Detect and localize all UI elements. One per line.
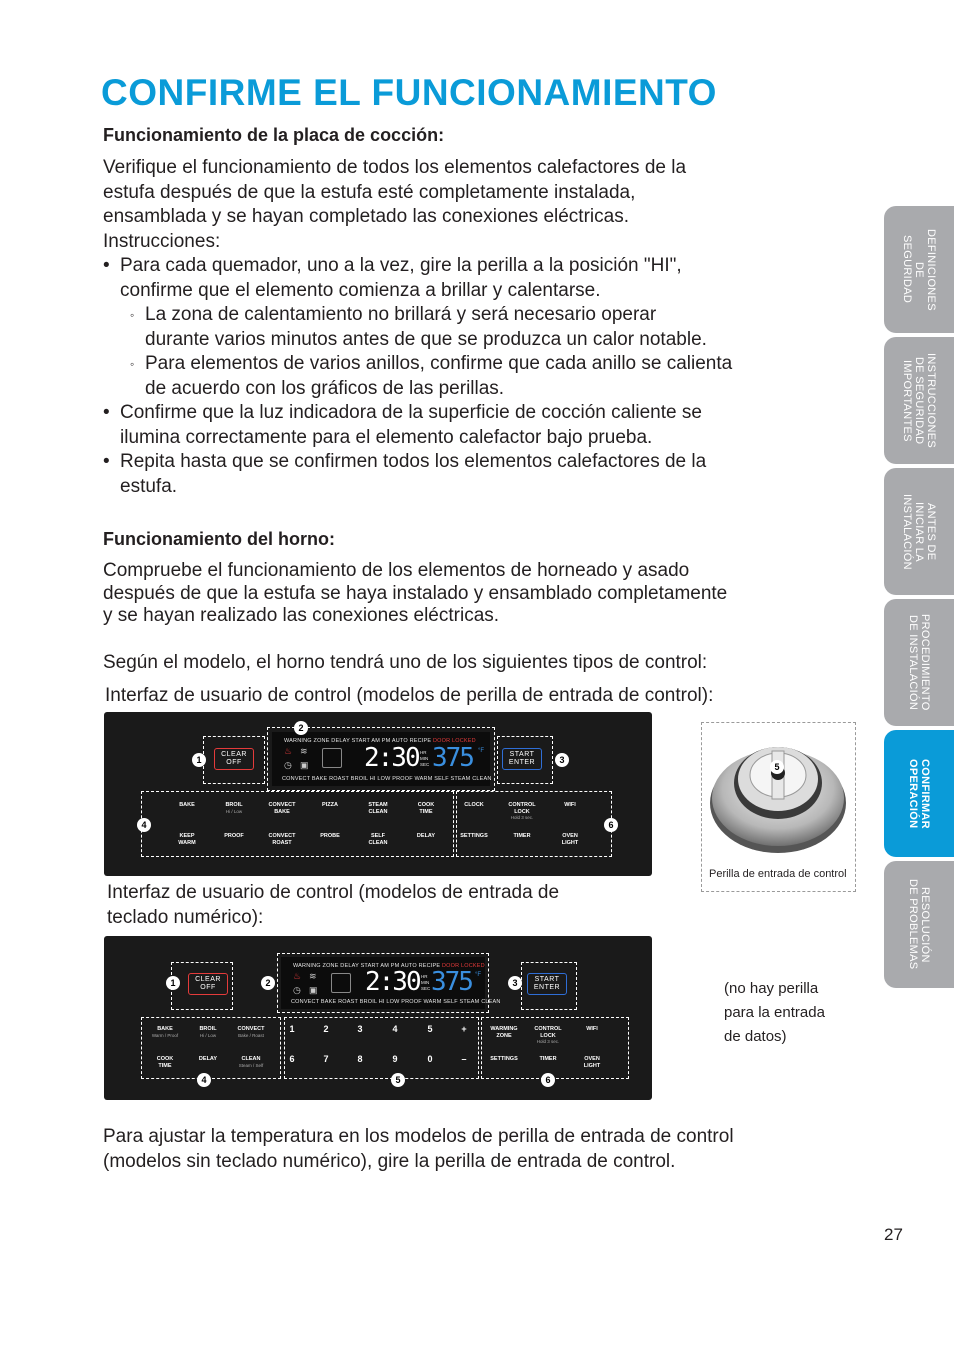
bullet-item (103, 401, 732, 450)
control-panel-knob-model (104, 712, 652, 876)
start-enter-label: START ENTER (508, 751, 536, 766)
keypad-key[interactable] (269, 833, 296, 846)
key-label: TIMER (513, 833, 531, 839)
bullet-line: ilumina correctamente para el elemento calefactor bajo prueba. (120, 426, 653, 448)
clear-off-button[interactable] (188, 973, 228, 995)
time-units: HR MIN SEC (420, 750, 430, 767)
key-label: PIZZA (322, 802, 338, 808)
keypad-key[interactable] (418, 802, 435, 815)
tab-procedimiento[interactable] (884, 599, 954, 726)
keypad-number[interactable]: 4 (392, 1024, 398, 1034)
keypad-key[interactable] (178, 833, 195, 846)
knob-box (701, 722, 856, 892)
keypad-key[interactable] (269, 802, 296, 815)
callout-number: 1 (166, 976, 180, 990)
keypad-key[interactable] (199, 1026, 216, 1039)
key-label: KEEP WARM (178, 833, 196, 846)
keypad-number[interactable]: 0 (427, 1054, 433, 1064)
tab-label: DEFINICIONES DE SEGURIDAD (901, 228, 937, 311)
keypad-key[interactable] (320, 833, 340, 840)
key-label: CLEAN (241, 1056, 261, 1062)
keypad-number[interactable]: + (461, 1024, 467, 1034)
keypad-number[interactable]: – (461, 1054, 467, 1064)
cooktop-heading: Funcionamiento de la placa de cocción: (103, 125, 445, 145)
display-indicators: WARNING ZONE DELAY START AM PM AUTO RECIPE (284, 738, 433, 744)
display-indicators: WARNING ZONE DELAY START AM PM AUTO RECIPE (293, 963, 442, 969)
callout-number: 6 (604, 818, 618, 832)
final-line: (modelos sin teclado numérico), gire la perilla de entrada de control. (103, 1150, 676, 1172)
lock-icon: ▣ (309, 985, 318, 995)
key-label: CONVECT BAKE (268, 802, 296, 815)
key-label: OVEN LIGHT (561, 833, 579, 846)
no-knob-note (724, 977, 825, 1049)
sub-mark: ◦ (130, 357, 135, 371)
timer-icon: ◷ (293, 985, 301, 995)
key-label: SETTINGS (460, 833, 488, 839)
bullet-line: estufa. (120, 475, 178, 497)
keypad-number[interactable]: 1 (289, 1024, 295, 1034)
callout-number: 3 (555, 753, 569, 767)
callout-number: 2 (294, 721, 308, 735)
no-knob-line: para la entrada (724, 1004, 825, 1021)
clear-off-button[interactable] (214, 748, 254, 770)
callout-number: 2 (261, 976, 275, 990)
start-enter-button[interactable] (502, 748, 542, 770)
knob-callout: 5 (770, 760, 784, 774)
oven-heading: Funcionamiento del horno: (103, 529, 335, 549)
key-label: CONTROL LOCK (534, 1026, 562, 1039)
keypad-key[interactable] (179, 802, 195, 809)
sub-line: durante varios minutos antes de que se produzca un calor notable. (145, 328, 707, 350)
no-knob-line: de datos) (724, 1028, 787, 1045)
key-label: STEAM CLEAN (368, 802, 388, 815)
display-mode-row: CONVECT BAKE ROAST BROIL HI LOW PROOF WARM SELF STEAM CLEAN (282, 776, 492, 782)
keypad-key[interactable] (564, 802, 576, 809)
tab-label: RESOLUCIÓN DE PROBLEMAS (907, 879, 931, 970)
keypad-key[interactable] (152, 1026, 178, 1039)
keypad-key[interactable] (225, 802, 242, 815)
sub-line: La zona de calentamiento no brillará y será necesario operar (145, 304, 657, 325)
callout-box-5 (284, 1017, 479, 1079)
page-title: CONFIRME EL FUNCIONAMIENTO (101, 72, 717, 113)
sub-line: Para elementos de varios anillos, confirme que cada anillo se calienta (145, 353, 733, 374)
key-label: BAKE (179, 802, 195, 808)
tab-confirmar-operacion[interactable] (884, 730, 954, 857)
key-label: DELAY (198, 1056, 218, 1062)
ui2-label-line: Interfaz de usuario de control (modelos de entrada de (107, 882, 560, 903)
key-sublabel: Hold 3 sec. (536, 1039, 560, 1044)
key-label: SELF CLEAN (368, 833, 388, 846)
sub-item (120, 352, 732, 401)
oven-line: Compruebe el funcionamiento de los elementos de horneado y asado (103, 560, 690, 581)
bullet-line: Confirme que la luz indicadora de la superficie de cocción caliente se (120, 402, 702, 423)
intro-line: ensamblada y se hayan completado las conexiones eléctricas. (103, 206, 629, 227)
hot-surface-icon: ♨ (284, 746, 293, 756)
tab-label: PROCEDIMIENTO DE INSTALACIÓN (907, 614, 931, 711)
keypad-key[interactable] (157, 1056, 174, 1069)
timer-icon: ◷ (284, 760, 292, 770)
tab-resolucion[interactable] (884, 861, 954, 988)
start-enter-label: START ENTER (533, 976, 561, 991)
keypad-key[interactable] (322, 802, 338, 809)
control-knob-icon (702, 723, 854, 863)
callout-number: 3 (508, 976, 522, 990)
start-enter-button[interactable] (527, 973, 567, 995)
sub-item (120, 303, 732, 352)
ui2-label-line: teclado numérico): (107, 906, 264, 928)
keypad-key[interactable] (584, 1056, 601, 1069)
keypad-key[interactable] (464, 802, 484, 809)
oven-text (103, 560, 727, 628)
callout-number: 6 (541, 1073, 555, 1087)
keypad-number[interactable]: 5 (427, 1024, 433, 1034)
keypad-key[interactable] (534, 1026, 561, 1046)
key-label: COOK TIME (156, 1056, 174, 1069)
callout-number: 4 (137, 818, 151, 832)
key-sublabel: Warm / Proof (151, 1032, 179, 1038)
page-number: 27 (884, 1225, 903, 1244)
door-locked-indicator: DOOR LOCKED (432, 738, 476, 744)
temperature-unit: °F (478, 748, 485, 754)
temperature-readout: 375 (432, 743, 473, 773)
key-label: WIFI (586, 1026, 598, 1032)
sub-mark: ◦ (130, 308, 135, 322)
keypad-key[interactable] (490, 1026, 517, 1039)
keypad-key[interactable] (368, 802, 387, 815)
oven-line: después de que la estufa se haya instalado y ensamblado completamente (103, 582, 728, 604)
final-line: Para ajustar la temperatura en los modelos de perilla de entrada de control (103, 1126, 734, 1147)
callout-number: 5 (391, 1073, 405, 1087)
bullet-item (103, 450, 732, 499)
keypad-number[interactable]: 9 (392, 1054, 398, 1064)
tab-instrucciones[interactable] (884, 337, 954, 464)
clear-off-label: CLEAR OFF (195, 976, 221, 991)
key-label: OVEN LIGHT (583, 1056, 601, 1069)
clear-off-label: CLEAR OFF (221, 751, 247, 766)
fan-icon (331, 973, 351, 993)
control-panel-keypad-model (104, 936, 652, 1100)
intro-line: estufa después de que la estufa esté completamente instalada, (103, 181, 636, 203)
key-label: SETTINGS (490, 1056, 518, 1062)
tab-label: ANTES DE INICIAR LA INSTALACIÓN (901, 493, 937, 570)
key-label: CLOCK (464, 802, 484, 808)
keypad-key[interactable] (562, 833, 579, 846)
keypad-number[interactable]: 3 (357, 1024, 363, 1034)
callout-box-6 (456, 791, 612, 857)
keypad-key[interactable] (539, 1056, 556, 1063)
cooktop-text (103, 156, 732, 499)
bullet-item (103, 254, 732, 303)
tab-label: CONFIRMAR OPERACIÓN (907, 758, 931, 829)
sub-line: de acuerdo con los gráficos de las perillas. (145, 377, 505, 399)
key-sublabel: Bake / Roast (238, 1032, 264, 1038)
keypad-number[interactable]: 6 (289, 1054, 295, 1064)
key-label: PROBE (320, 833, 340, 839)
bullet-mark: • (103, 451, 110, 472)
key-label: WIFI (564, 802, 576, 808)
wifi-icon: ≋ (300, 746, 308, 756)
temperature-unit: °F (475, 972, 482, 978)
keypad-key[interactable] (417, 833, 435, 840)
bullet-line: confirme que el elemento comienza a brillar y calentarse. (120, 279, 601, 301)
callout-number: 1 (192, 753, 206, 767)
keypad-key[interactable] (490, 1056, 518, 1063)
fan-icon (322, 748, 342, 768)
door-locked-indicator: DOOR LOCKED (441, 963, 485, 969)
key-label: CONTROL LOCK (508, 802, 536, 815)
no-knob-line: (no hay perilla (724, 980, 819, 997)
key-label: CONVECT ROAST (268, 833, 296, 846)
bullet-mark: • (103, 255, 110, 276)
oven-line: y se hayan realizado las conexiones eléctricas. (103, 605, 500, 626)
key-sublabel: Steam / Self (238, 1062, 264, 1068)
key-label: BROIL (225, 802, 243, 808)
keypad-number[interactable]: 7 (323, 1054, 329, 1064)
final-text (103, 1125, 734, 1174)
keypad-key[interactable] (508, 802, 535, 822)
keypad-key[interactable] (586, 1026, 598, 1033)
temperature-readout: 375 (431, 967, 472, 997)
ui2-label (107, 881, 559, 930)
key-label: BAKE (157, 1026, 173, 1032)
key-label: COOK TIME (417, 802, 435, 815)
display-mode-row: CONVECT BAKE ROAST BROIL HI LOW PROOF WARM SELF STEAM CLEAN (291, 999, 501, 1005)
callout-number: 4 (197, 1073, 211, 1087)
knob-caption: Perilla de entrada de control (709, 868, 847, 880)
key-label: WARMING ZONE (490, 1026, 518, 1039)
key-label: BROIL (199, 1026, 217, 1032)
keypad-key[interactable] (369, 833, 388, 846)
keypad-key[interactable] (199, 1056, 217, 1063)
time-units: HR MIN SEC (421, 974, 431, 991)
callout-box-4 (141, 791, 454, 857)
bullet-line: Para cada quemador, uno a la vez, gire la perilla a la posición "HI", (120, 255, 682, 276)
key-sublabel: Hi / Low (225, 808, 243, 814)
keypad-key[interactable] (238, 1026, 265, 1039)
keypad-key[interactable] (239, 1056, 264, 1069)
keypad-number[interactable]: 2 (323, 1024, 329, 1034)
wifi-icon: ≋ (309, 971, 317, 981)
bullet-mark: • (103, 402, 110, 423)
keypad-key[interactable] (224, 833, 244, 840)
tab-antes-de-iniciar[interactable] (884, 468, 954, 595)
key-label: DELAY (416, 833, 436, 839)
control-types-text: Según el modelo, el horno tendrá uno de los siguientes tipos de control: (103, 652, 708, 673)
key-label: CONVECT (237, 1026, 265, 1032)
intro-line: Instrucciones: (103, 230, 221, 252)
keypad-key[interactable] (513, 833, 530, 840)
key-label: PROOF (224, 833, 244, 839)
time-readout: 2:30 (365, 967, 420, 997)
time-readout: 2:30 (364, 743, 419, 773)
hot-surface-icon: ♨ (293, 971, 302, 981)
key-label: TIMER (539, 1056, 557, 1062)
tab-label: INSTRUCCIONES DE SEGURIDAD IMPORTANTES (901, 353, 937, 448)
intro-line: Verifique el funcionamiento de todos los elementos calefactores de la (103, 157, 687, 178)
display (281, 957, 501, 1009)
ui1-label: Interfaz de usuario de control (modelos de perilla de entrada de control): (105, 685, 714, 706)
keypad-key[interactable] (460, 833, 488, 840)
key-sublabel: Hold 3 sec. (510, 815, 534, 820)
display (272, 732, 490, 786)
lock-icon: ▣ (300, 760, 309, 770)
tab-definiciones[interactable] (884, 206, 954, 333)
keypad-number[interactable]: 8 (357, 1054, 363, 1064)
bullet-line: Repita hasta que se confirmen todos los elementos calefactores de la (120, 451, 707, 472)
bullet-list (103, 254, 732, 499)
key-sublabel: Hi / Low (199, 1032, 217, 1038)
